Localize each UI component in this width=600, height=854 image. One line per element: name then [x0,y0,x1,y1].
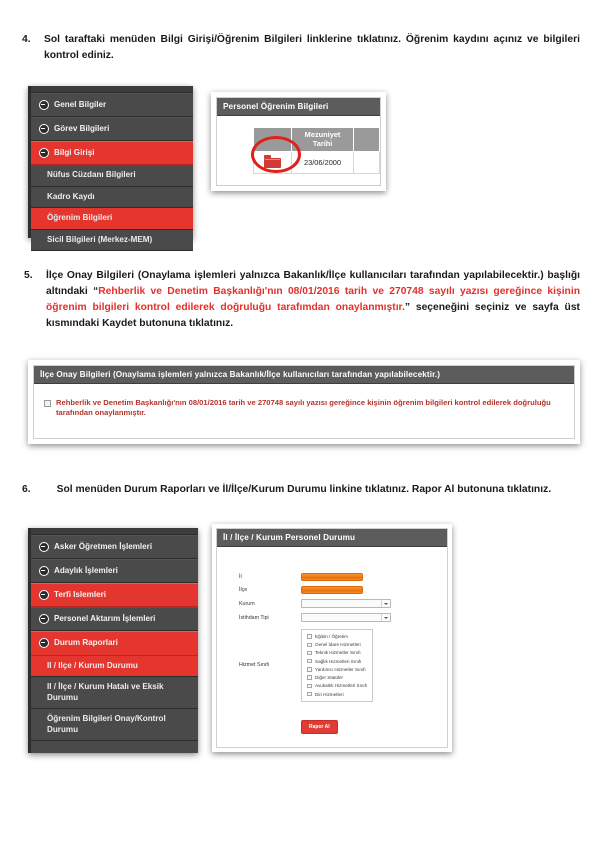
sidebar-subitem-label: Öğrenim Bilgileri [47,213,113,223]
step-6-number: 6. [22,484,31,495]
field-label-istihdam-tipi: İstihdam Tipi [239,614,269,621]
sidebar-subitem-label: Il / İlçe / Kurum Hatalı ve Eksik Durumu [47,682,164,702]
sidebar-item-asker-ogretmen[interactable] [31,535,198,559]
sidebar-subitem-label: Nüfus Cüzdanı Bilgileri [47,170,136,180]
checkbox[interactable] [307,643,312,648]
checkbox-row-diger-statuler[interactable] [307,675,367,680]
table-header-trailing [354,128,380,152]
folder-lip [265,159,280,160]
ilce-onay-panel [33,365,575,439]
panel-body [217,547,447,734]
collapse-toggle-icon [39,542,49,552]
checkbox[interactable] [307,659,312,664]
onay-checkbox-label: Rehberlik ve Denetim Başkanlığı'nın 08/01/2016 tarih ve 270748 sayılı yazısı gereğince kişinin öğrenim bilgileri kontrol edilerek doğruluğu tarafından onaylanmıştır. [56,398,551,418]
sidebar-item-label: Adaylık İşlemleri [54,566,118,576]
panel-title: İl / İlçe / Kurum Personel Durumu [217,529,447,547]
kurum-select[interactable] [301,599,391,608]
panel-title: İlçe Onay Bilgileri (Onaylama işlemleri yalnızca Bakanlık/İlçe kullanıcıları tarafından yapılabilecektir.) [34,366,574,384]
checkbox-label: Yardımcı Hizmetler Sınıfı [315,666,366,672]
checkbox-label: Teknik Hizmetler Sınıfı [315,650,361,656]
collapse-toggle-icon [39,124,49,134]
collapse-toggle-icon [39,148,49,158]
sidebar-subitem-label: Sicil Bilgileri (Merkez-MEM) [47,234,153,244]
sidebar-item-adaylik[interactable] [31,559,198,583]
step-4-number: 4. [22,34,31,45]
checkbox-label: Genel İdare Hizmetleri [315,642,361,648]
screenshot-2-panel [28,360,580,444]
step-5-text [46,268,580,332]
sidebar-subitem-kadro-kaydi[interactable] [31,187,193,209]
collapse-toggle-icon [39,614,49,624]
sidebar-item-label: Görev Bilgileri [54,124,110,134]
sidebar-subitem-il-ilce-kurum-durumu[interactable] [31,656,198,678]
personel-ogrenim-panel [216,97,381,186]
screenshot-3-menu [28,528,198,753]
checkbox[interactable] [307,684,312,689]
mezuniyet-tarihi-cell: 23/06/2000 [291,152,353,174]
checkbox-label: Eğitim / Öğretim [315,634,348,639]
sidebar-subitem-label: Il / Ilçe / Kurum Durumu [47,660,138,670]
sidebar-subitem-ogrenim-onay-kontrol[interactable] [31,709,198,741]
hizmet-sinifi-row [239,629,447,702]
field-label-kurum: Kurum [239,600,255,607]
checkbox-row-saglik[interactable] [307,659,367,664]
step-5-text-after: ” seçeneğini seçiniz ve sayfa üst kısmındaki Kaydet butonuna tıklatınız. [46,301,580,329]
checkbox-row-din-hizmetleri[interactable] [307,692,367,697]
sidebar-item-label: Personel Aktarım İşlemleri [54,614,156,624]
field-label-il: İl [239,574,242,580]
step-5-number: 5. [24,270,33,281]
screenshot-1-menu [28,86,193,244]
onay-checkbox[interactable] [44,400,51,407]
checkbox[interactable] [307,634,312,639]
sidebar-subitem-label: Kadro Kaydı [47,191,95,201]
field-label-ilce: İlçe [239,587,248,593]
sidebar-subitem-ogrenim-bilgileri[interactable] [31,208,193,230]
menu-top-strip [31,86,193,93]
field-row-kurum [239,599,447,608]
field-row-ilce [239,586,447,594]
checkbox-label: Din Hizmetleri [315,691,344,697]
screenshot-3-panel [212,524,452,752]
hizmet-sinifi-checkbox-group [301,629,373,702]
table-cell-trailing [354,152,380,174]
collapse-toggle-icon [39,100,49,110]
step-6-text: Sol menüden Durum Raporları ve İl/İlçe/Kurum Durumu linkine tıklatınız. Rapor Al butonuna tıklatınız. [56,484,552,495]
table-row[interactable] [254,152,380,174]
ogrenim-table [253,127,380,174]
field-row-il [239,573,447,581]
submit-row [239,715,447,734]
folder-icon[interactable] [264,155,281,168]
sidebar-item-label: Bilgi Girişi [54,148,95,158]
collapse-toggle-icon [39,590,49,600]
checkbox-row-egitim-ogretim[interactable] [307,634,367,639]
rapor-al-button[interactable]: Rapor Al [301,720,338,734]
checkbox-label: Sağlık Hizmetleri Sınıfı [315,658,362,664]
sidebar-item-durum-raporlari[interactable] [31,631,198,655]
panel-body [217,116,380,174]
checkbox[interactable] [307,651,312,656]
istihdam-tipi-select[interactable] [301,613,391,622]
checkbox[interactable] [307,692,312,697]
checkbox-label: Avukatlık Hizmetleri Sınıfı [315,683,368,689]
sidebar-item-gorev-bilgileri[interactable] [31,117,193,141]
sidebar-item-label: Terfi Islemleri [54,590,107,600]
il-input[interactable] [301,573,363,581]
chevron-down-icon [381,600,389,607]
open-record-cell[interactable] [254,152,292,174]
checkbox-row-yardimci[interactable] [307,667,367,672]
sidebar-subitem-label: Öğrenim Bilgileri Onay/Kontrol Durumu [47,714,166,734]
step-4-text: Sol taraftaki menüden Bilgi Girişi/Öğrenim Bilgileri linklerine tıklatınız. Öğrenim kaydını açınız ve bilgileri kontrol ediniz. [44,34,580,61]
personel-durumu-panel [216,528,448,748]
checkbox-row-teknik[interactable] [307,650,367,655]
sidebar-item-terfi[interactable] [31,583,198,607]
onay-checkbox-row[interactable] [34,398,574,419]
chevron-down-icon [381,614,389,621]
table-header-mezuniyet-tarihi: Mezuniyet Tarihi [291,128,353,152]
checkbox-row-avukatlik[interactable] [307,683,367,688]
sidebar-item-bilgi-girisi[interactable] [31,141,193,165]
checkbox-row-genel-idare[interactable] [307,642,367,647]
field-row-istihdam-tipi [239,613,447,622]
step-5-paragraph [24,268,580,332]
sidebar-item-personel-aktarim[interactable] [31,607,198,631]
step-4-paragraph [22,32,580,64]
field-label-hizmet-sinifi: Hizmet Sınıfı [239,662,270,669]
sidebar-item-label: Genel Bilgiler [54,100,107,109]
step-6-paragraph [22,482,580,498]
step-5-text-before: İlçe Onay Bilgileri (Onaylama işlemleri yalnızca Bakanlık/İlçe kullanıcıları tarafından yapılabilecektir.) başlığı altındaki “ [46,270,580,297]
step-5-text-red: Rehberlik ve Denetim Başkanlığı'nın 08/01/2016 tarih ve 270748 sayılı yazısı gereğince kişinin öğrenim bilgileri kontrol edilerek doğruluğu tarafımdan onaylanmıştır. [46,285,580,313]
sidebar-item-label: Durum Raporlari [54,638,118,648]
table-header-row [254,128,380,152]
collapse-toggle-icon [39,638,49,648]
sidebar-subitem-sicil-bilgileri[interactable] [31,230,193,252]
menu-top-strip [31,528,198,535]
sidebar-item-genel-bilgiler[interactable] [31,93,193,117]
checkbox-label: Diğer Statüler [315,675,344,681]
checkbox[interactable] [307,667,312,672]
sidebar-subitem-nufus-cuzdani[interactable] [31,165,193,187]
checkbox[interactable] [307,675,312,680]
sidebar-item-label: Asker Öğretmen İşlemleri [54,542,153,551]
panel-body [34,384,574,419]
collapse-toggle-icon [39,566,49,576]
panel-title: Personel Öğrenim Bilgileri [217,98,380,116]
sidebar-subitem-hatali-eksik-durumu[interactable] [31,677,198,709]
ilce-input[interactable] [301,586,363,594]
table-header-blank [254,128,292,152]
screenshot-1-panel [211,92,386,191]
